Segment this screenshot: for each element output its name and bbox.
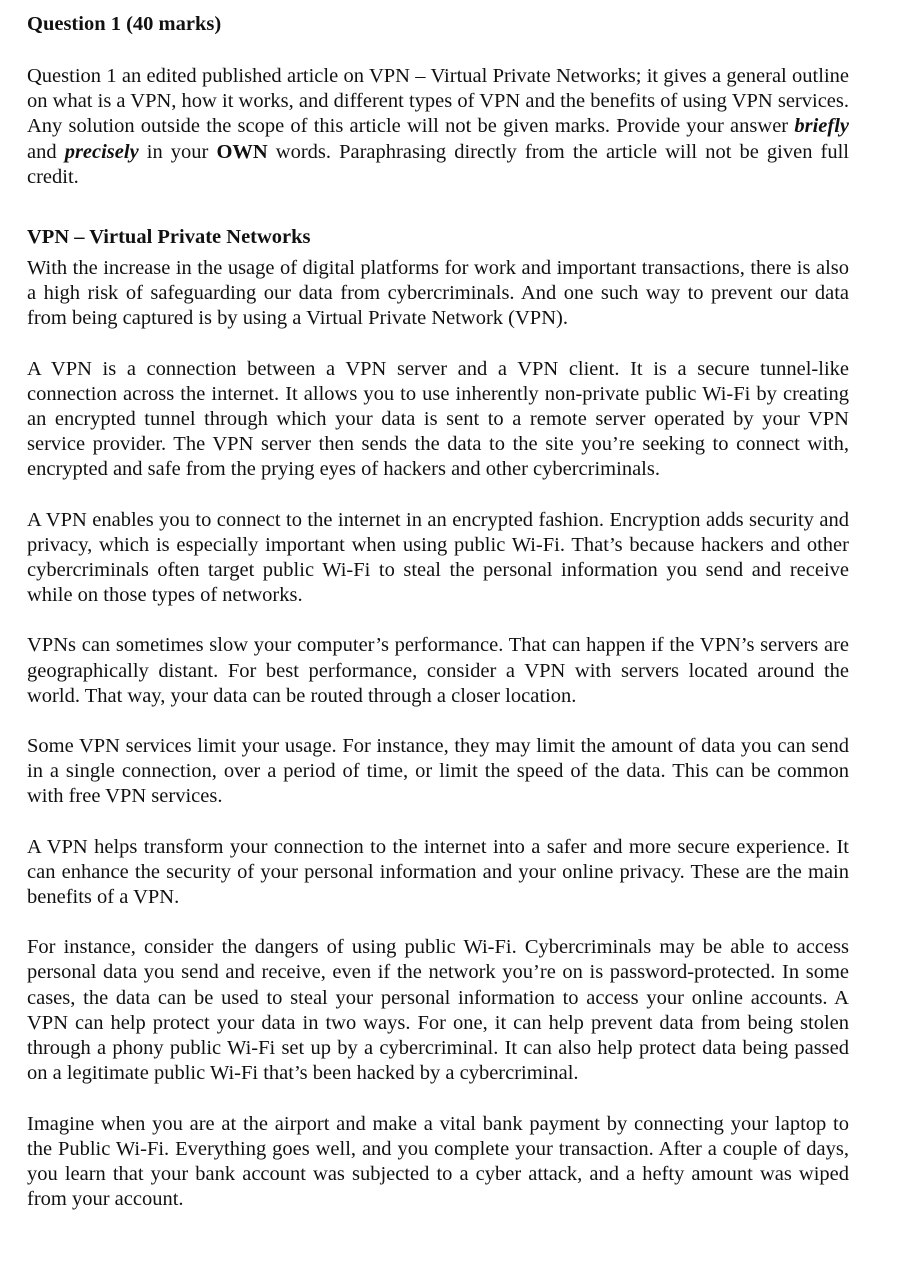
article-paragraph-5: Some VPN services limit your usage. For instance, they may limit the amount of data you can send in a single connection, over a period of time, or limit the speed of the data. This can be common with free VPN services. [27,735,849,808]
article-paragraph-7: For instance, consider the dangers of using public Wi-Fi. Cybercriminals may be able to access personal data you send and receive, even if the network you’re on is password-protected. In some cases, the data can be used to steal your personal information to access your online accounts. A VPN can help protect your data in two ways. For one, it can help prevent data from being stolen through a phony public Wi-Fi set up by a cybercriminal. It can also help protect data being passed on a legitimate public Wi-Fi that’s been hacked by a cybercriminal. [27,936,849,1085]
article-paragraph-4: VPNs can sometimes slow your computer’s performance. That can happen if the VPN’s servers are geographically distant. For best performance, consider a VPN with servers located around the world. That way, your data can be routed through a closer location. [27,634,849,707]
intro-text-4: words. Paraphrasing directly from the article will not be given full credit. [27,140,849,188]
article-paragraph-8: Imagine when you are at the airport and make a vital bank payment by connecting your laptop to the Public Wi-Fi. Everything goes well, and you complete your transaction. After a couple of days, you learn that your bank account was subjected to a cyber attack, and a hefty amount was wiped from your account. [27,1112,849,1211]
article-title: VPN – Virtual Private Networks [27,226,311,249]
intro-text-2: and [27,140,65,163]
article-paragraph-2: A VPN is a connection between a VPN server and a VPN client. It is a secure tunnel-like connection across the internet. It allows you to use inherently non-private public Wi-Fi by creating an encrypted tunnel through which your data is sent to a remote server operated by your VPN service provider. The VPN server then sends the data to the site you’re seeking to connect with, encrypted and safe from the prying eyes of hackers and other cybercriminals. [27,357,849,481]
intro-text-3: in your [138,140,217,163]
document-page [27,11,849,1237]
intro-text-1: Question 1 an edited published article on VPN – Virtual Private Networks; it gives a general outline on what is a VPN, how it works, and different types of VPN and the benefits of using VPN services. Any solution outside the scope of this article will not be given marks. Provide your answer [27,65,849,138]
question-instructions [27,64,849,190]
article-paragraph-3: A VPN enables you to connect to the internet in an encrypted fashion. Encryption adds security and privacy, which is especially important when using public Wi-Fi. That’s because hackers and other cybercriminals often target public Wi-Fi to steal the personal information you send and receive while on those types of networks. [27,508,849,607]
emphasis-precisely: precisely [64,140,139,163]
question-title: Question 1 (40 marks) [27,13,222,35]
emphasis-briefly: briefly [794,115,849,138]
article-paragraph-1: With the increase in the usage of digital platforms for work and important transactions, there is also a high risk of safeguarding our data from cybercriminals. And one such way to prevent our data from being captured is by using a Virtual Private Network (VPN). [27,257,849,330]
emphasis-own: OWN [216,140,268,163]
article-paragraph-6: A VPN helps transform your connection to the internet into a safer and more secure experience. It can enhance the security of your personal information and your online privacy. These are the main benefits of a VPN. [27,835,849,909]
